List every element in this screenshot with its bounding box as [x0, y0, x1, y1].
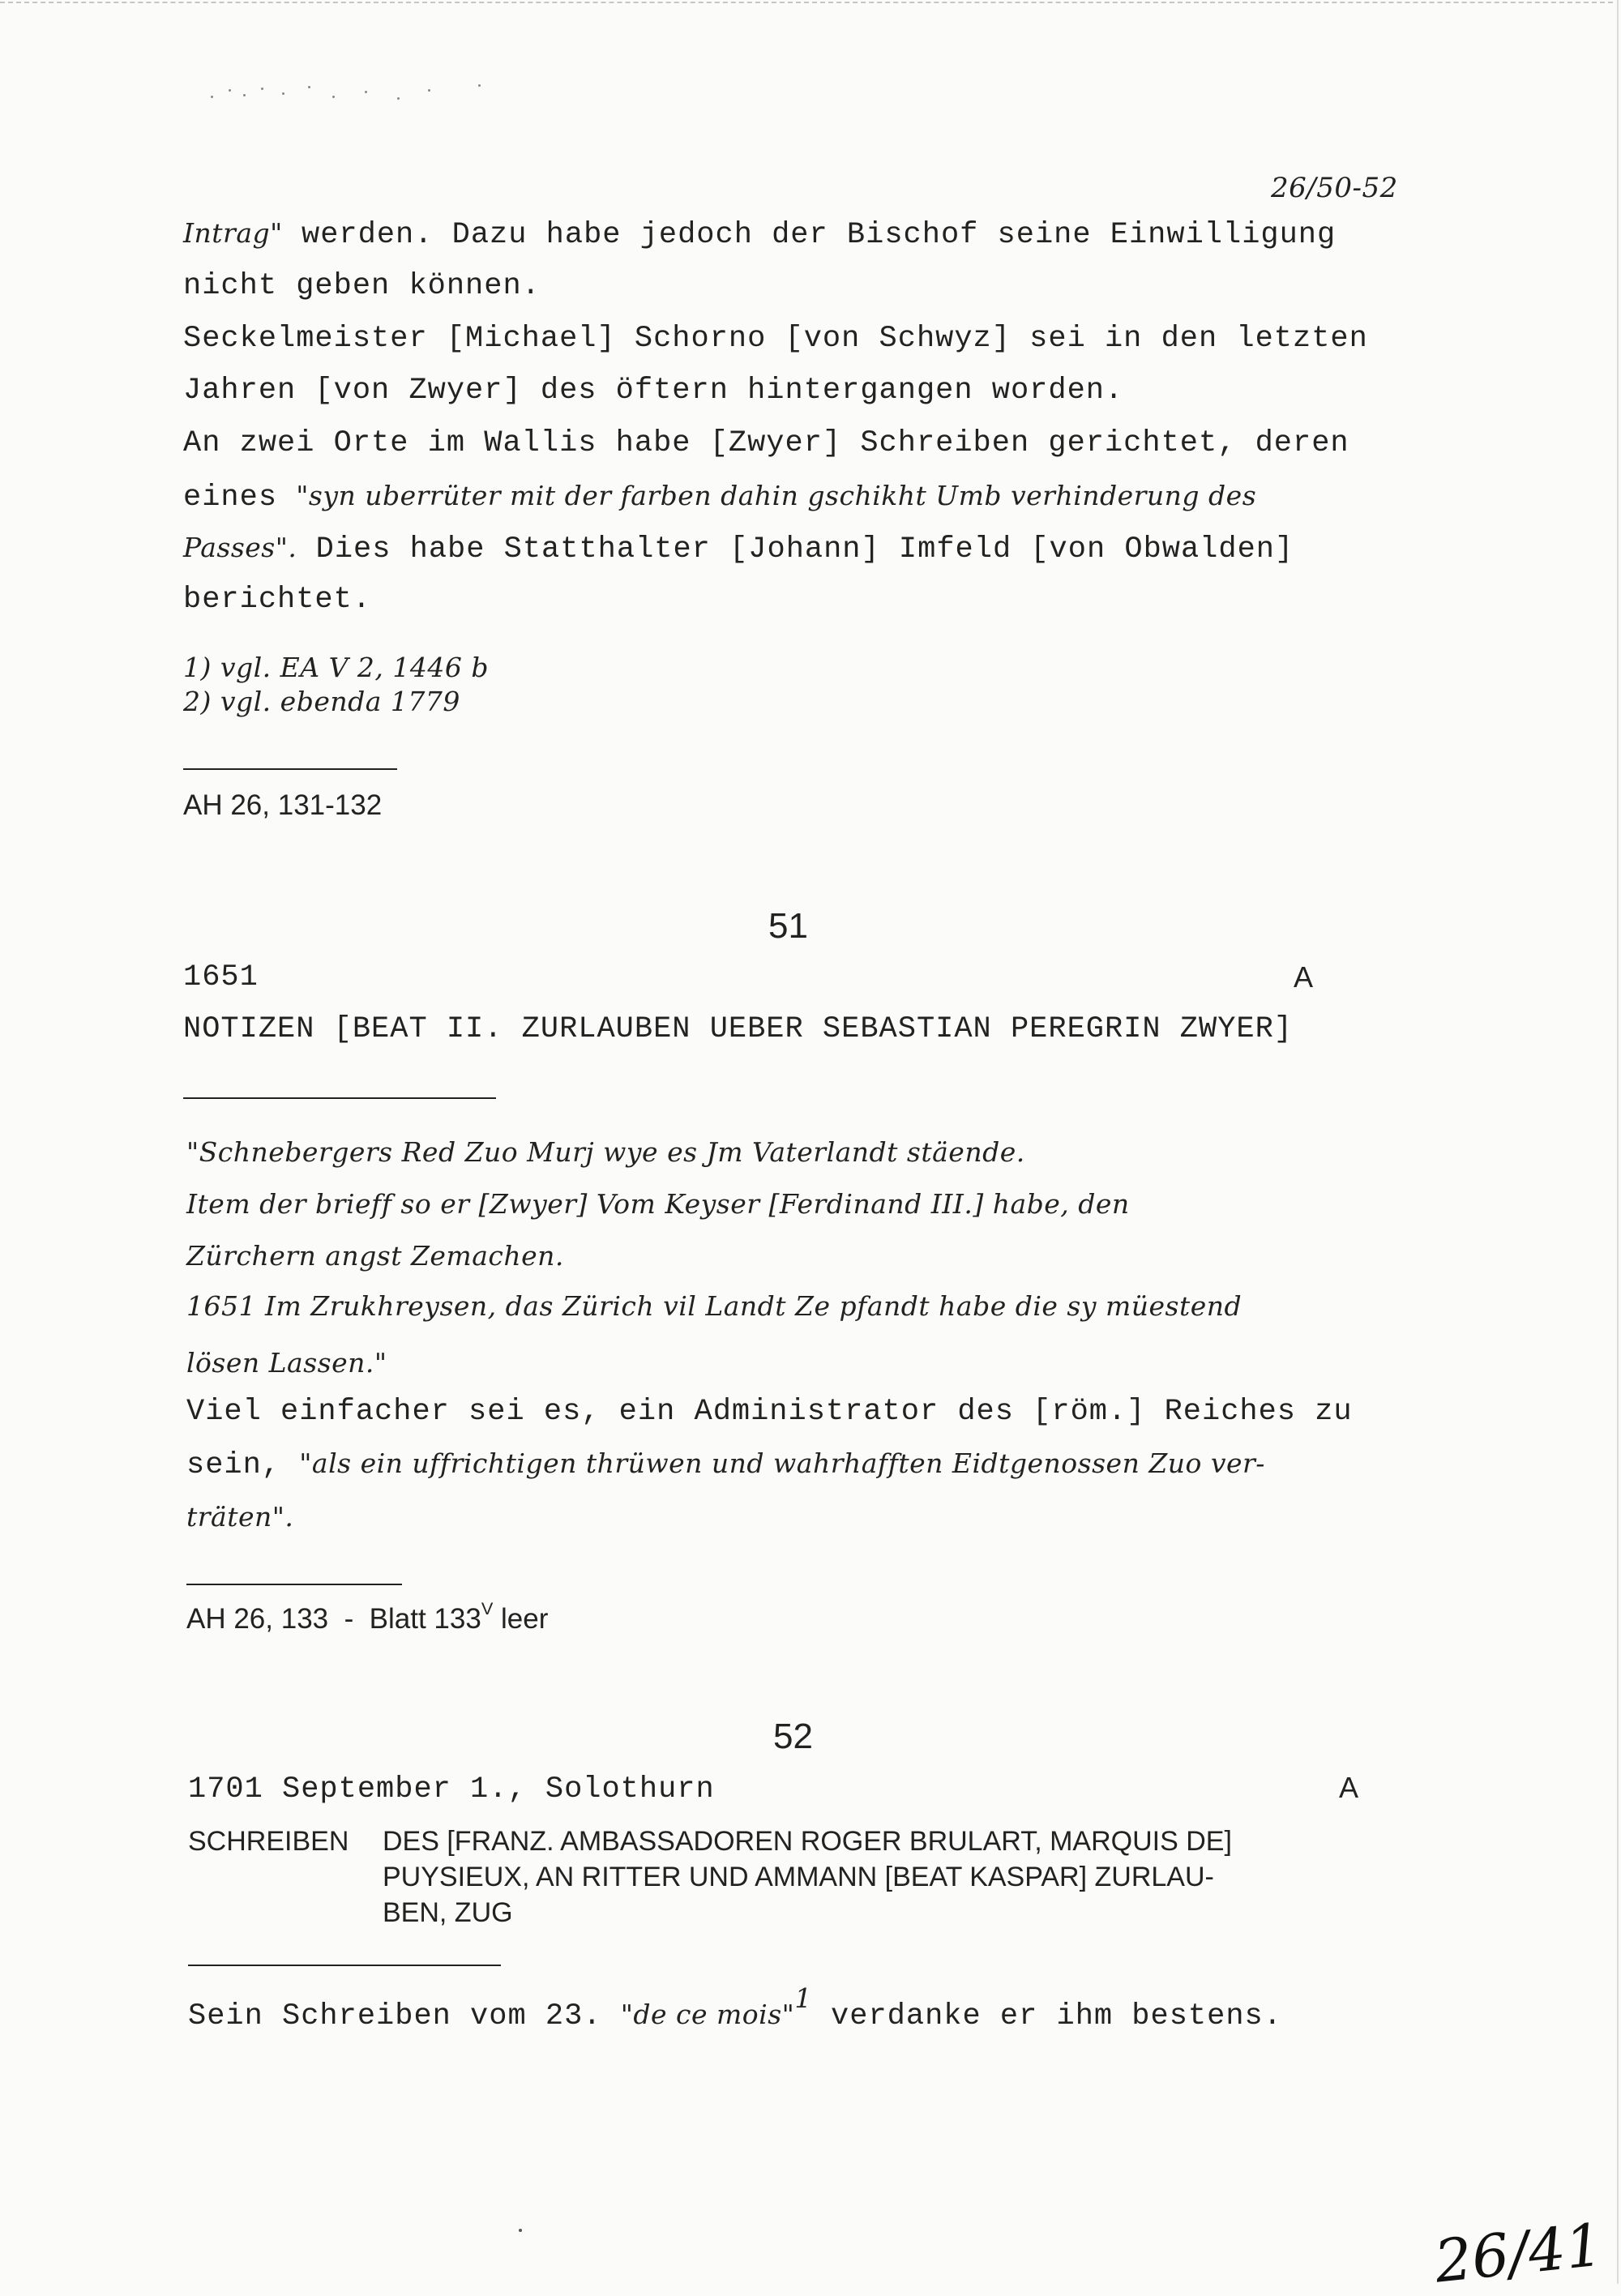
document-title: NOTIZEN [BEAT II. ZURLAUBEN UEBER SEBASTIAN PEREGRIN ZWYER]	[183, 1012, 1294, 1046]
text-line-4: Jahren [von Zwyer] des öftern hintergangen worden.	[183, 374, 1124, 408]
quote-fragment: "de ce mois"	[620, 1999, 795, 2030]
document-category: A	[1294, 960, 1314, 994]
quote-line-5: lösen Lassen."	[186, 1347, 387, 1379]
text-line-2: nicht geben können.	[183, 269, 541, 303]
document-category: A	[1339, 1771, 1359, 1804]
document-heading-label: SCHREIBEN	[188, 1826, 349, 1857]
text-line-8: berichtet.	[183, 583, 372, 617]
text-line-7: Passes". Dies habe Statthalter [Johann] Imfeld [von Obwalden]	[183, 532, 1294, 567]
document-heading-line-1: DES [FRANZ. AMBASSADOREN ROGER BRULART, MARQUIS DE]	[383, 1826, 1232, 1857]
quote-fragment: "syn uberrüter mit der farben dahin gschikht Umb verhinderung des	[296, 480, 1257, 511]
footnote-2: 2) vgl. ebenda 1779	[183, 686, 460, 717]
footnote-1: 1) vgl. EA V 2, 1446 b	[183, 652, 489, 683]
text-line-9: Viel einfacher sei es, ein Administrator des [röm.] Reiches zu	[186, 1395, 1353, 1429]
document-date: 1651	[183, 960, 259, 994]
quote-line-4: 1651 Im Zrukhreysen, das Zürich vil Landt Ze pfandt habe die sy müestend	[186, 1290, 1242, 1322]
text-line-6: eines "syn uberrüter mit der farben dahin gschikht Umb verhinderung des	[183, 480, 1257, 515]
quote-line-2: Item der brieff so er [Zwyer] Vom Keyser [Ferdinand III.] habe, den	[186, 1188, 1130, 1220]
separator-rule	[188, 1965, 501, 1966]
scan-specks	[211, 79, 486, 112]
scan-right-edge	[1617, 0, 1619, 2284]
quote-line-1: "Schnebergers Red Zuo Murj wye es Jm Vaterlandt stäende.	[186, 1136, 1025, 1168]
scan-top-edge	[0, 2, 1613, 3]
source-reference: AH 26, 131-132	[183, 789, 383, 821]
text-line-10: sein, "als ein uffrichtigen thrüwen und wahrhafften Eidtgenossen Zuo ver-	[186, 1447, 1265, 1482]
scan-speck	[519, 2229, 522, 2232]
separator-rule	[183, 1097, 496, 1099]
document-heading-line-2: PUYSIEUX, AN RITTER UND AMMANN [BEAT KASPAR] ZURLAU-	[383, 1862, 1214, 1892]
page-reference: 26/50-52	[1271, 172, 1398, 204]
handwritten-page-number: 26/41	[1431, 2210, 1606, 2296]
quote-fragment: "als ein uffrichtigen thrüwen und wahrhafften Eidtgenossen Zuo ver-	[299, 1447, 1265, 1479]
document-heading-line-3: BEN, ZUG	[383, 1897, 513, 1928]
quote-fragment: Intrag"	[183, 217, 283, 249]
text-line-3: Seckelmeister [Michael] Schorno [von Schwyz] sei in den letzten	[183, 322, 1368, 356]
quote-fragment: Passes".	[183, 532, 297, 563]
separator-rule	[183, 768, 397, 770]
source-reference: AH 26, 133 - Blatt $133^V$ leer	[186, 1598, 549, 1635]
separator-rule	[186, 1584, 402, 1585]
text-line-1: Intrag" werden. Dazu habe jedoch der Bischof seine Einwilligung	[183, 217, 1337, 252]
text-line-11: träten".	[186, 1501, 294, 1533]
text-line-12: Sein Schreiben vom 23. "de ce mois"$^1$ verdanke er ihm bestens.	[188, 1982, 1282, 2033]
text-line-5: An zwei Orte im Wallis habe [Zwyer] Schreiben gerichtet, deren	[183, 426, 1349, 460]
document-date: 1701 September 1., Solothurn	[188, 1772, 715, 1806]
document-number: 52	[773, 1717, 813, 1756]
quote-line-3: Zürchern angst Zemachen.	[186, 1240, 564, 1272]
document-number: 51	[768, 906, 808, 946]
